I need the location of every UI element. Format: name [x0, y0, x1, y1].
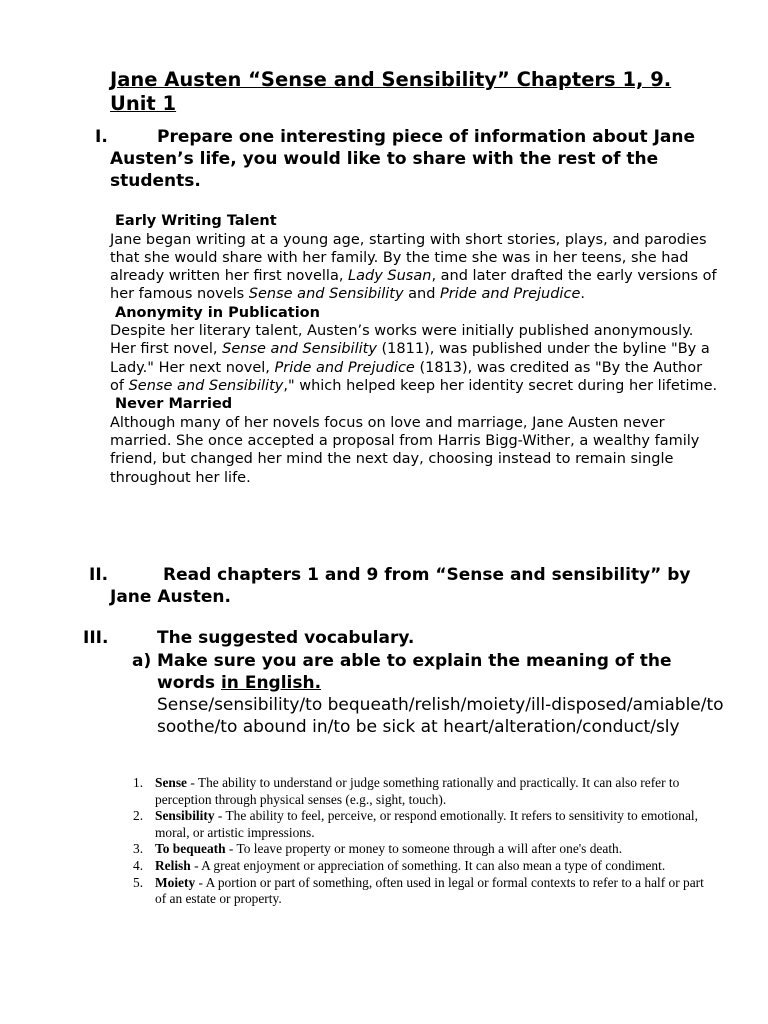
definition-term: Sensibility [155, 808, 215, 824]
topic-text: Jane began writing at a young age, starting with short stories, plays, and parodies that she would share with her family. By the time she was in her teens, she had already written her first novella, Lady Susan, and later drafted the early versions of her famous novels Sense and Sensibility and Pride and Prejudice. [110, 231, 717, 303]
definitions-list [133, 775, 715, 908]
definition-term: Sense [155, 775, 187, 790]
definition-text: - The ability to understand or judge something rationally and practically. It can also refer to perception through physical senses (e.g., sight, touch). [155, 775, 680, 807]
page-title [110, 68, 730, 116]
topic-heading: Anonymity in Publication [115, 304, 320, 321]
definition-item: 3. To bequeath - To leave property or money to someone through a will after one's death. [133, 841, 623, 857]
title-line-1: Jane Austen “Sense and Sensibility” Chapters 1, 9. [110, 68, 672, 91]
section-2-numeral: II. [89, 565, 109, 585]
definition-text: - To leave property or money to someone through a will after one's death. [225, 841, 623, 857]
definition-item: 1. Sense - The ability to understand or judge something rationally and practically. It can also refer to perception through physical senses (e.g., sight, touch). [133, 775, 680, 807]
definition-term: Moiety [155, 874, 196, 890]
title-line-2: Unit 1 [110, 92, 177, 115]
definition-item: 2. Sensibility - The ability to feel, perceive, or respond emotionally. It refers to sensitivity to emotional, moral, or artistic impressions. [133, 808, 698, 840]
section-1-numeral: I. [95, 127, 108, 147]
section-3-numeral: III. [83, 628, 109, 648]
item-a-instruction: Make sure you are able to explain the meaning of the words in English. [157, 651, 672, 693]
definition-text: - A great enjoyment or appreciation of something. It can also mean a type of condiment. [190, 857, 666, 873]
topic-anonymity [110, 304, 720, 396]
section-1-heading: Prepare one interesting piece of information about Jane Austen’s life, you would like to share with the rest of the students. [110, 127, 696, 191]
definition-term: To bequeath [155, 841, 226, 857]
topic-text: Despite her literary talent, Austen’s works were initially published anonymously. Her first novel, Sense and Sensibility (1811), was published under the byline "By a Lady." Her next novel, Pride and Prejudice (1813), was credited as "By the Author of Sense and Sensibility," which helped keep her identity secret during her lifetime. [110, 323, 718, 395]
definition-text: - The ability to feel, perceive, or respond emotionally. It refers to sensitivity to emotional, moral, or artistic impressions. [155, 808, 698, 840]
topic-heading: Never Married [115, 396, 233, 413]
topics-list [110, 212, 720, 487]
item-a-body [157, 650, 732, 738]
vocab-word-list: Sense/sensibility/to bequeath/relish/moiety/ill-disposed/amiable/to soothe/to abound in/to be sick at heart/alteration/conduct/sly [157, 695, 724, 737]
item-a-label: a) [132, 651, 152, 671]
topic-never-married [110, 395, 720, 487]
definition-item: 4. Relish - A great enjoyment or appreciation of something. It can also mean a type of condiment. [133, 857, 666, 873]
definition-term: Relish [155, 857, 191, 873]
section-3-heading: The suggested vocabulary. [157, 628, 415, 648]
definition-text: - A portion or part of something, often used in legal or formal contexts to refer to a half or part of an estate or property. [155, 874, 704, 907]
topic-early-writing [110, 212, 720, 304]
topic-text: Although many of her novels focus on love and marriage, Jane Austen never married. She once accepted a proposal from Harris Bigg-Wither, a wealthy family friend, but changed her mind the next day, choosing instead to remain single throughout her life. [110, 414, 700, 486]
definition-item: 5. Moiety - A portion or part of something, often used in legal or formal contexts to refer to a half or part of an estate or property. [133, 874, 704, 907]
topic-heading: Early Writing Talent [115, 213, 277, 229]
section-2-heading: Read chapters 1 and 9 from “Sense and sensibility” by Jane Austen. [110, 565, 691, 607]
in-english-underlined: in English. [220, 673, 322, 693]
